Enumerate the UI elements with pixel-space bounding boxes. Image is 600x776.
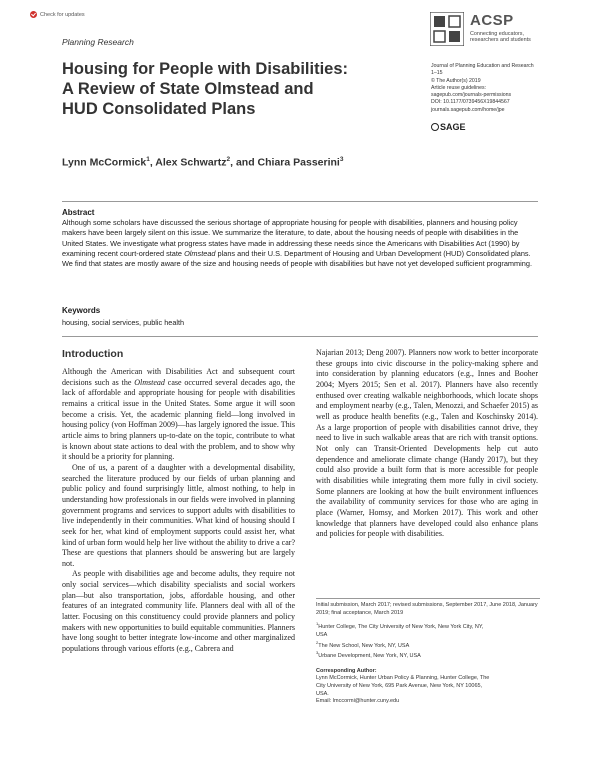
- acsp-tagline-line: researchers and students: [470, 37, 531, 44]
- abstract-text-part: Although some scholars have discussed the serious shortage of appropriate housing for people with disabilities, planners and housing policy makers have been largely silent on this issue. We summarize the literature, to date, about the housing needs of people with disabilities in the United States. We investigate what progress states have made in addressing these needs since the Americans with Disabilities Act (1990) by examining recent court-ordered state: [62, 218, 520, 258]
- body-paragraph: Najarian 2013; Deng 2007). Planners now work to better incorporate these groups into civic discourse in the policy-making sphere and into consideration by planning educators (e.g., Innes and Booher 2004; Myers 2015; Sen et al. 2017). Planners have also recently enthused over creating walkable neighborhoods, which locate shops and employment nearby (e.g., Talen, Menozzi, and Schaefer 2015) as well as produce health benefits (e.g., Talen and Koschinsky 2014). As a large proportion of people with disabilities cannot drive, they need to live in such walkable areas that are rich with transit options. Not only can Transit-Oriented Developments help cut auto dependence and ameliorate climate change (Handy 2017), but they could also provide a built form that is more accessible for people with disabilities while integrating them more fully in civil society. Some planners are looking at how the built environment influences the availability of community services for those who are aging in place (Warner, Homsy, and Morken 2017). This work and other knowledge that planners have developed could also enhance plans and policies for people with disabilities.: [316, 348, 538, 539]
- corresponding-author-line: City University of New York, 695 Park Avenue, New York, NY 10065,: [316, 682, 483, 689]
- journal-pages: 1–15: [431, 70, 443, 77]
- abstract-text-emphasis: Olmstead: [184, 248, 216, 258]
- author-name: Chiara Passerini: [257, 156, 340, 169]
- title-line: HUD Consolidated Plans: [62, 99, 256, 118]
- affiliation: [316, 640, 540, 651]
- author-list: [62, 156, 343, 169]
- journal-reuse: Article reuse guidelines:: [431, 84, 487, 91]
- journal-home-link[interactable]: journals.sagepub.com/home/jpe: [431, 106, 505, 113]
- body-column-right: [316, 348, 538, 540]
- sage-logo-icon: [431, 123, 439, 131]
- sage-name: SAGE: [440, 122, 466, 132]
- acsp-logo-icon: [430, 12, 464, 46]
- journal-doi[interactable]: DOI: 10.1177/0739456X19844567: [431, 99, 510, 106]
- affiliation-continued: USA: [316, 631, 328, 638]
- abstract-text-part: plans and their U.S. Department of Housing and Urban Development (HUD) Consolidated plans. We find that states are mostly aware of the size and housing needs of people with disabilities but have not yet developed sufficient programming.: [62, 248, 533, 269]
- corresponding-author-line: USA.: [316, 690, 329, 697]
- affiliation: [316, 621, 540, 632]
- author-separator: , and: [230, 156, 258, 169]
- divider: [62, 201, 538, 202]
- affiliation-text: Hunter College, The City University of New York, New York City, NY,: [318, 624, 484, 631]
- title-line: A Review of State Olmstead and: [62, 79, 314, 98]
- paragraph-emphasis: Olmstead: [134, 377, 165, 387]
- journal-info: [431, 63, 571, 114]
- sage-logo: [431, 122, 466, 132]
- title-line: Housing for People with Disabilities:: [62, 60, 349, 78]
- author-name: Lynn McCormick: [62, 156, 147, 169]
- acsp-logo: [430, 12, 566, 56]
- author-affiliation-mark: 1: [146, 156, 150, 163]
- article-title: [62, 60, 392, 119]
- affiliation-text: The New School, New York, NY, USA: [318, 642, 410, 649]
- footnotes: [316, 598, 540, 706]
- paragraph-text: case occurred several decades ago, the lack of affordable and appropriate housing for people with disabilities remains a critical issue in the United States. Some argue it will soon become a crisis. Yet, the academic planning field—long involved in housing policy (von Hoffman 2009)—has largely ignored the issue. This article aims to bring planners up-to-date on the topic, contribute to what is known about state actions to deal with the problem, and to show why it should be a priority for planning.: [62, 377, 296, 462]
- keywords-text: housing, social services, public health: [62, 318, 185, 327]
- body-paragraph: One of us, a parent of a daughter with a developmental disability, searched the literature produced by our fields of urban planning and public policy and found surprisingly little, almost nothing, to help in understanding how professionals in our fields were involved in planning government programs and services to support adults with disabilities to live independently in their communities. What kind of housing should I seek for her, what kind of employment supports could assist her, what kind of urban form would help her live without the ability to drive a car? These are questions that planners should be answering but are largely not.: [62, 462, 295, 568]
- author-name: Alex Schwartz: [155, 156, 227, 169]
- check-updates-icon: [30, 11, 37, 18]
- body-paragraph: [62, 367, 295, 463]
- corresponding-author-email[interactable]: Email: lmccormi@hunter.cuny.edu: [316, 698, 400, 705]
- keywords-heading: Keywords: [62, 306, 101, 315]
- author-separator: ,: [149, 156, 156, 169]
- affiliation-mark: 3: [316, 650, 319, 656]
- author-affiliation-mark: 3: [339, 156, 344, 163]
- paragraph-text: Although the American with Disabilities Act and subsequent court decisions such as the: [62, 367, 295, 387]
- body-column-left: [62, 367, 295, 655]
- acsp-tagline-line: Connecting educators,: [470, 31, 524, 37]
- acsp-name: ACSP: [470, 12, 514, 29]
- introduction-heading: Introduction: [62, 348, 124, 360]
- affiliation: [316, 650, 540, 661]
- check-for-updates-badge[interactable]: [30, 11, 85, 18]
- affiliation-text: Urbane Development, New York, NY, USA: [318, 652, 421, 659]
- abstract-text: [62, 218, 540, 269]
- check-updates-label: Check for updates: [40, 11, 85, 18]
- acsp-tagline: [470, 31, 566, 44]
- journal-name: Journal of Planning Education and Research: [431, 63, 534, 69]
- affiliation-mark: 2: [316, 639, 319, 645]
- section-label: Planning Research: [62, 37, 134, 47]
- journal-permissions-link[interactable]: sagepub.com/journals-permissions: [431, 92, 512, 99]
- corresponding-author-heading: Corresponding Author:: [316, 667, 377, 674]
- body-paragraph: As people with disabilities age and become adults, they require not only social services—which disability specialists and social workers plan—but also transportation, jobs, affordable housing, and other features of an integrated community life. Planners deal with all of the latter. Focusing on this constituency could provide planners and policy makers with new opportunities to build equitable communities. Planners have long sought to better integrate low-income and other marginalized populations through various efforts (e.g., Cabrera and: [62, 569, 295, 654]
- affiliation-mark: 1: [316, 621, 319, 627]
- affiliations: [316, 621, 540, 660]
- abstract-heading: Abstract: [62, 208, 95, 217]
- corresponding-author-line: Lynn McCormick, Hunter Urban Policy & Planning, Hunter College, The: [316, 675, 490, 682]
- journal-copyright: © The Author(s) 2019: [431, 77, 481, 84]
- author-affiliation-mark: 2: [226, 156, 231, 163]
- divider: [62, 336, 538, 337]
- submission-dates: Initial submission, March 2017; revised submissions, September 2017, June 2018, January 2019; final acceptance, March 2019: [316, 602, 538, 616]
